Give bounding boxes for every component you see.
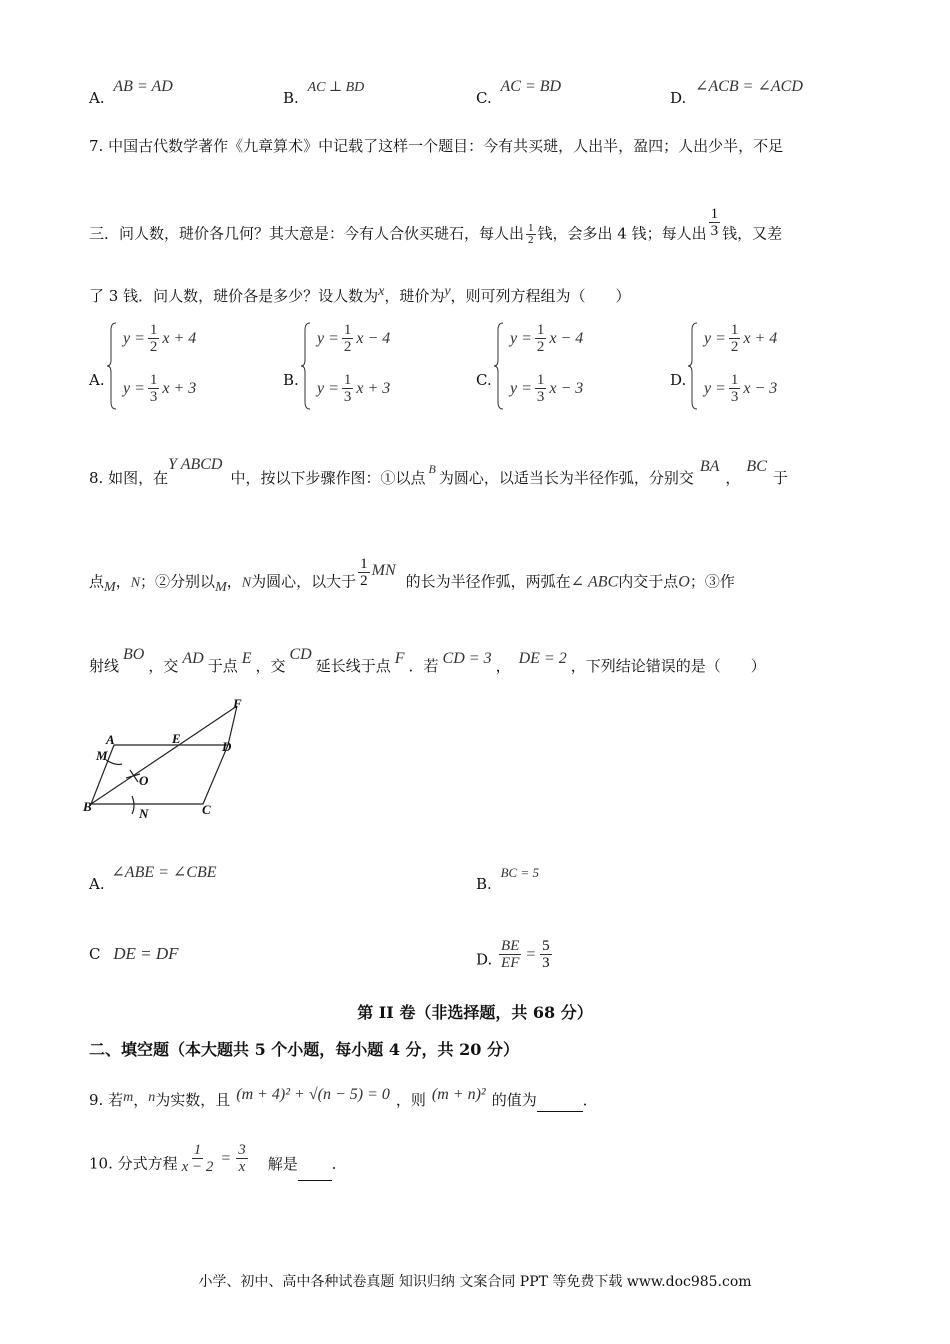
ray-bf <box>91 706 237 804</box>
eq-rhs: x + 4 <box>743 329 778 347</box>
var-m: m <box>123 1090 134 1105</box>
q10-text: 10. 分式方程 <box>89 1154 178 1173</box>
equation-row <box>123 322 196 355</box>
point-m: M <box>104 579 116 595</box>
q6-option-b <box>283 80 365 110</box>
segment-cd: CD <box>289 646 312 663</box>
option-label: C. <box>476 89 492 107</box>
option-label: A. <box>89 371 105 389</box>
frac-den: 3 <box>730 389 739 405</box>
q7-option-b <box>283 318 473 418</box>
equals: = <box>525 945 537 963</box>
frac-num: 1 <box>730 322 739 338</box>
eq-fraction <box>535 372 547 405</box>
equation-row <box>704 372 777 405</box>
frac-den: 2 <box>360 573 368 589</box>
option-label: B. <box>476 875 492 893</box>
frac-num: 1 <box>730 372 739 388</box>
frac-5-3 <box>540 938 552 971</box>
label-f: F <box>233 696 242 711</box>
q8-option-a <box>89 864 217 895</box>
point-b: B <box>428 462 436 476</box>
frac-den: 2 <box>536 339 545 355</box>
var-x: x <box>378 284 385 299</box>
equation-row <box>317 322 390 355</box>
part-heading: 二、填空题（本大题共 5 个小题，每小题 4 分，共 20 分） <box>89 1040 519 1059</box>
equation-row <box>510 322 583 355</box>
frac-den: 2 <box>528 234 534 246</box>
frac-den: x <box>238 1159 246 1175</box>
q9-text: ，则 <box>395 1091 426 1109</box>
option-label: B. <box>283 371 299 389</box>
option-expr: ∠ABE = ∠CBE <box>111 864 217 881</box>
eq-fraction <box>342 322 354 355</box>
eq-rhs: x − 3 <box>549 379 584 397</box>
frac-num: 1 <box>343 372 352 388</box>
q8-text: 内交于点 <box>618 572 679 591</box>
frac-right <box>236 1142 248 1175</box>
label-m: M <box>96 748 108 763</box>
option-expr: BC = 5 <box>500 865 539 880</box>
segment-ad: AD <box>182 650 204 667</box>
equals: = <box>220 1149 232 1167</box>
eq-fraction <box>148 372 160 405</box>
eq-lhs: y = <box>123 329 145 347</box>
fraction-half <box>358 556 370 589</box>
label-b: B <box>83 799 92 814</box>
eq-lhs: y = <box>317 329 339 347</box>
parallelogram-abcd <box>91 745 228 804</box>
q9-text: 的值为 <box>491 1091 537 1109</box>
eq-rhs: x + 3 <box>162 379 197 397</box>
option-label: B. <box>283 89 299 107</box>
frac-den: 3 <box>710 223 719 239</box>
eq-rhs: x − 4 <box>549 329 584 347</box>
q8-text: 射线 <box>89 657 120 675</box>
q8-text: 的长为半径作弧，两弧在 <box>405 572 571 591</box>
eq-fraction <box>342 372 354 405</box>
q10 <box>89 1142 347 1181</box>
q8-text: 于 <box>772 469 788 487</box>
option-label: D. <box>670 89 687 107</box>
page-footer: 小学、初中、高中各种试卷真题 知识归纳 文案合同 PPT 等免费下载 www.doc985.com <box>198 1274 752 1290</box>
parallelogram-figure <box>80 692 260 824</box>
eq-rhs: x + 3 <box>356 379 391 397</box>
label-o: O <box>139 773 149 788</box>
equation-row <box>704 322 777 355</box>
eq-lhs: y = <box>123 379 145 397</box>
label-n: N <box>139 806 149 821</box>
eq-lhs: y = <box>510 329 532 347</box>
frac-den: 3 <box>542 955 550 971</box>
frac-num: 5 <box>542 938 550 954</box>
frac-num: 1 <box>536 322 545 338</box>
frac-num: BE <box>501 938 520 954</box>
q8-text: ， <box>115 572 131 591</box>
q9-text: ， <box>133 1091 149 1109</box>
frac-num: 1 <box>528 222 534 234</box>
segment-bc: BC <box>746 458 767 475</box>
q8-line-1 <box>89 456 788 489</box>
q8-option-d <box>476 938 554 977</box>
point-e: E <box>241 650 252 667</box>
eq-fraction <box>535 322 547 355</box>
frac-be-ef <box>499 938 521 971</box>
q9-text: 9. 若 <box>89 1091 124 1109</box>
label-d: D <box>222 739 232 754</box>
point-f: F <box>394 650 405 667</box>
equation <box>178 1142 250 1175</box>
frac-num: 1 <box>193 1142 202 1158</box>
target-expr: (m + n)² <box>431 1086 486 1103</box>
q9-text: 为实数，且 <box>155 1091 231 1109</box>
arc-n <box>132 796 134 814</box>
equation-row <box>510 372 583 405</box>
q8-text: 点 <box>89 572 105 591</box>
q7-option-d <box>670 318 860 418</box>
q7-text: ，则可列方程组为（ ） <box>450 287 631 305</box>
frac-num: 3 <box>238 1142 246 1158</box>
section-title: 第 II 卷（非选择题，共 68 分） <box>357 1003 593 1022</box>
brace-icon <box>688 322 698 410</box>
q8-text: 中，按以下步骤作图：①以点 <box>230 469 426 487</box>
q9 <box>89 1086 598 1112</box>
frac-den: 3 <box>343 389 352 405</box>
q8-text: ，交 <box>255 657 286 675</box>
point-n: N <box>241 575 252 591</box>
brace-icon <box>494 322 504 410</box>
frac-den: 2 <box>149 339 158 355</box>
frac-num: 1 <box>360 556 368 572</box>
eq-fraction <box>729 322 741 355</box>
eq-lhs: y = <box>317 379 339 397</box>
q8-text: ．若 <box>408 657 439 675</box>
q8-text: 为圆心，以适当长为半径作弧，分别交 <box>438 469 694 487</box>
q10-text: ． <box>331 1154 347 1173</box>
q8-line-2 <box>89 556 735 599</box>
q8-text: ；③作 <box>689 572 735 591</box>
frac-den: 3 <box>536 389 545 405</box>
frac-left <box>180 1142 216 1175</box>
option-label: D. <box>476 950 493 969</box>
q8-text: ，交 <box>148 657 179 675</box>
frac-num: 1 <box>149 322 158 338</box>
parallelogram-symbol: Y ABCD <box>168 456 223 473</box>
var-n: n <box>148 1090 156 1105</box>
given-de: DE = 2 <box>518 650 567 667</box>
point-n: N <box>130 575 141 591</box>
q6-option-c <box>476 78 562 109</box>
option-expr: AB = AD <box>113 78 173 95</box>
option-label: C <box>89 945 101 963</box>
brace-icon <box>107 322 117 410</box>
option-expr: AC ⊥ BD <box>307 80 365 95</box>
q8-text: ， <box>725 469 741 487</box>
frac-num: 1 <box>536 372 545 388</box>
q8-text: ， <box>226 572 242 591</box>
q7-option-a <box>89 318 279 418</box>
option-label: D. <box>670 371 687 389</box>
brace-icon <box>301 322 311 410</box>
q7-line-3 <box>89 286 631 308</box>
q8-text: 为圆心，以大于 <box>251 572 357 591</box>
answer-blank[interactable] <box>537 1095 583 1112</box>
equation-row <box>123 372 196 405</box>
equation-row <box>317 372 390 405</box>
q8-line-3 <box>89 646 766 677</box>
frac-num: 1 <box>710 206 719 222</box>
option-expr <box>497 938 554 971</box>
ray-bo: BO <box>123 646 145 663</box>
eq-rhs: x + 4 <box>162 329 197 347</box>
q7-text: 钱，又差 <box>722 224 783 243</box>
frac-den: 3 <box>149 389 158 405</box>
frac-den: 2 <box>343 339 352 355</box>
q7-option-c <box>476 318 666 418</box>
eq-lhs: y = <box>704 329 726 347</box>
var-y: y <box>444 284 451 299</box>
option-label: A. <box>89 89 105 107</box>
point-m: M <box>215 579 227 595</box>
option-expr: ∠ACB = ∠ACD <box>695 78 803 95</box>
label-a: A <box>106 732 115 747</box>
frac-den: 2 <box>730 339 739 355</box>
answer-blank[interactable] <box>298 1164 332 1181</box>
q6-option-d <box>670 78 803 109</box>
eq-rhs: x − 4 <box>356 329 391 347</box>
given-cd: CD = 3 <box>442 650 492 667</box>
segment-mn: MN <box>371 561 396 579</box>
q8-option-b <box>476 865 539 895</box>
q8-text: 于点 <box>207 657 238 675</box>
q8-text: ；②分别以 <box>140 572 216 591</box>
eq-fraction <box>729 372 741 405</box>
q9-text: ． <box>582 1091 598 1109</box>
q7-line-1: 7. 中国古代数学著作《九章算术》中记载了这样一个题目：今有共买琎，人出半，盈四；人出少半，不足 <box>89 137 784 155</box>
eq-lhs: y = <box>510 379 532 397</box>
frac-den: x − 2 <box>181 1159 214 1175</box>
q8-text: 延长线于点 <box>315 657 391 675</box>
q6-option-a <box>89 78 173 109</box>
q8-text: ，下列结论错误的是（ ） <box>570 657 766 675</box>
q10-text: 解是 <box>267 1154 298 1173</box>
q7-text: ，琎价为 <box>384 287 445 305</box>
option-label: A. <box>89 875 105 893</box>
option-expr: DE = DF <box>113 944 179 963</box>
eq-fraction <box>148 322 160 355</box>
point-o: O <box>678 573 690 591</box>
option-expr: AC = BD <box>500 78 562 95</box>
label-e: E <box>172 731 181 746</box>
frac-den: EF <box>501 955 520 971</box>
q8-text: ， <box>495 657 511 675</box>
angle-abc: ∠ ABC <box>570 573 619 591</box>
q7-line-2 <box>89 206 783 251</box>
frac-num: 1 <box>343 322 352 338</box>
eq-lhs: y = <box>704 379 726 397</box>
q7-text: 钱，会多出 4 钱；每人出 <box>537 224 707 243</box>
q7-text: 三．问人数，琎价各几何？其大意是：今有人合伙买琎石，每人出 <box>89 224 525 243</box>
q7-text: 了 3 钱．问人数，琎价各是多少？设人数为 <box>89 287 379 305</box>
option-label: C. <box>476 371 492 389</box>
frac-num: 1 <box>149 372 158 388</box>
condition-expr: (m + 4)² + √(n − 5) = 0 <box>236 1086 390 1103</box>
label-c: C <box>202 802 211 817</box>
fraction-half <box>526 223 536 246</box>
eq-rhs: x − 3 <box>743 379 778 397</box>
fraction-third <box>709 206 721 239</box>
q8-text: 8. 如图，在 <box>89 469 169 487</box>
q8-option-c <box>89 944 179 964</box>
segment-ba: BA <box>699 458 720 475</box>
